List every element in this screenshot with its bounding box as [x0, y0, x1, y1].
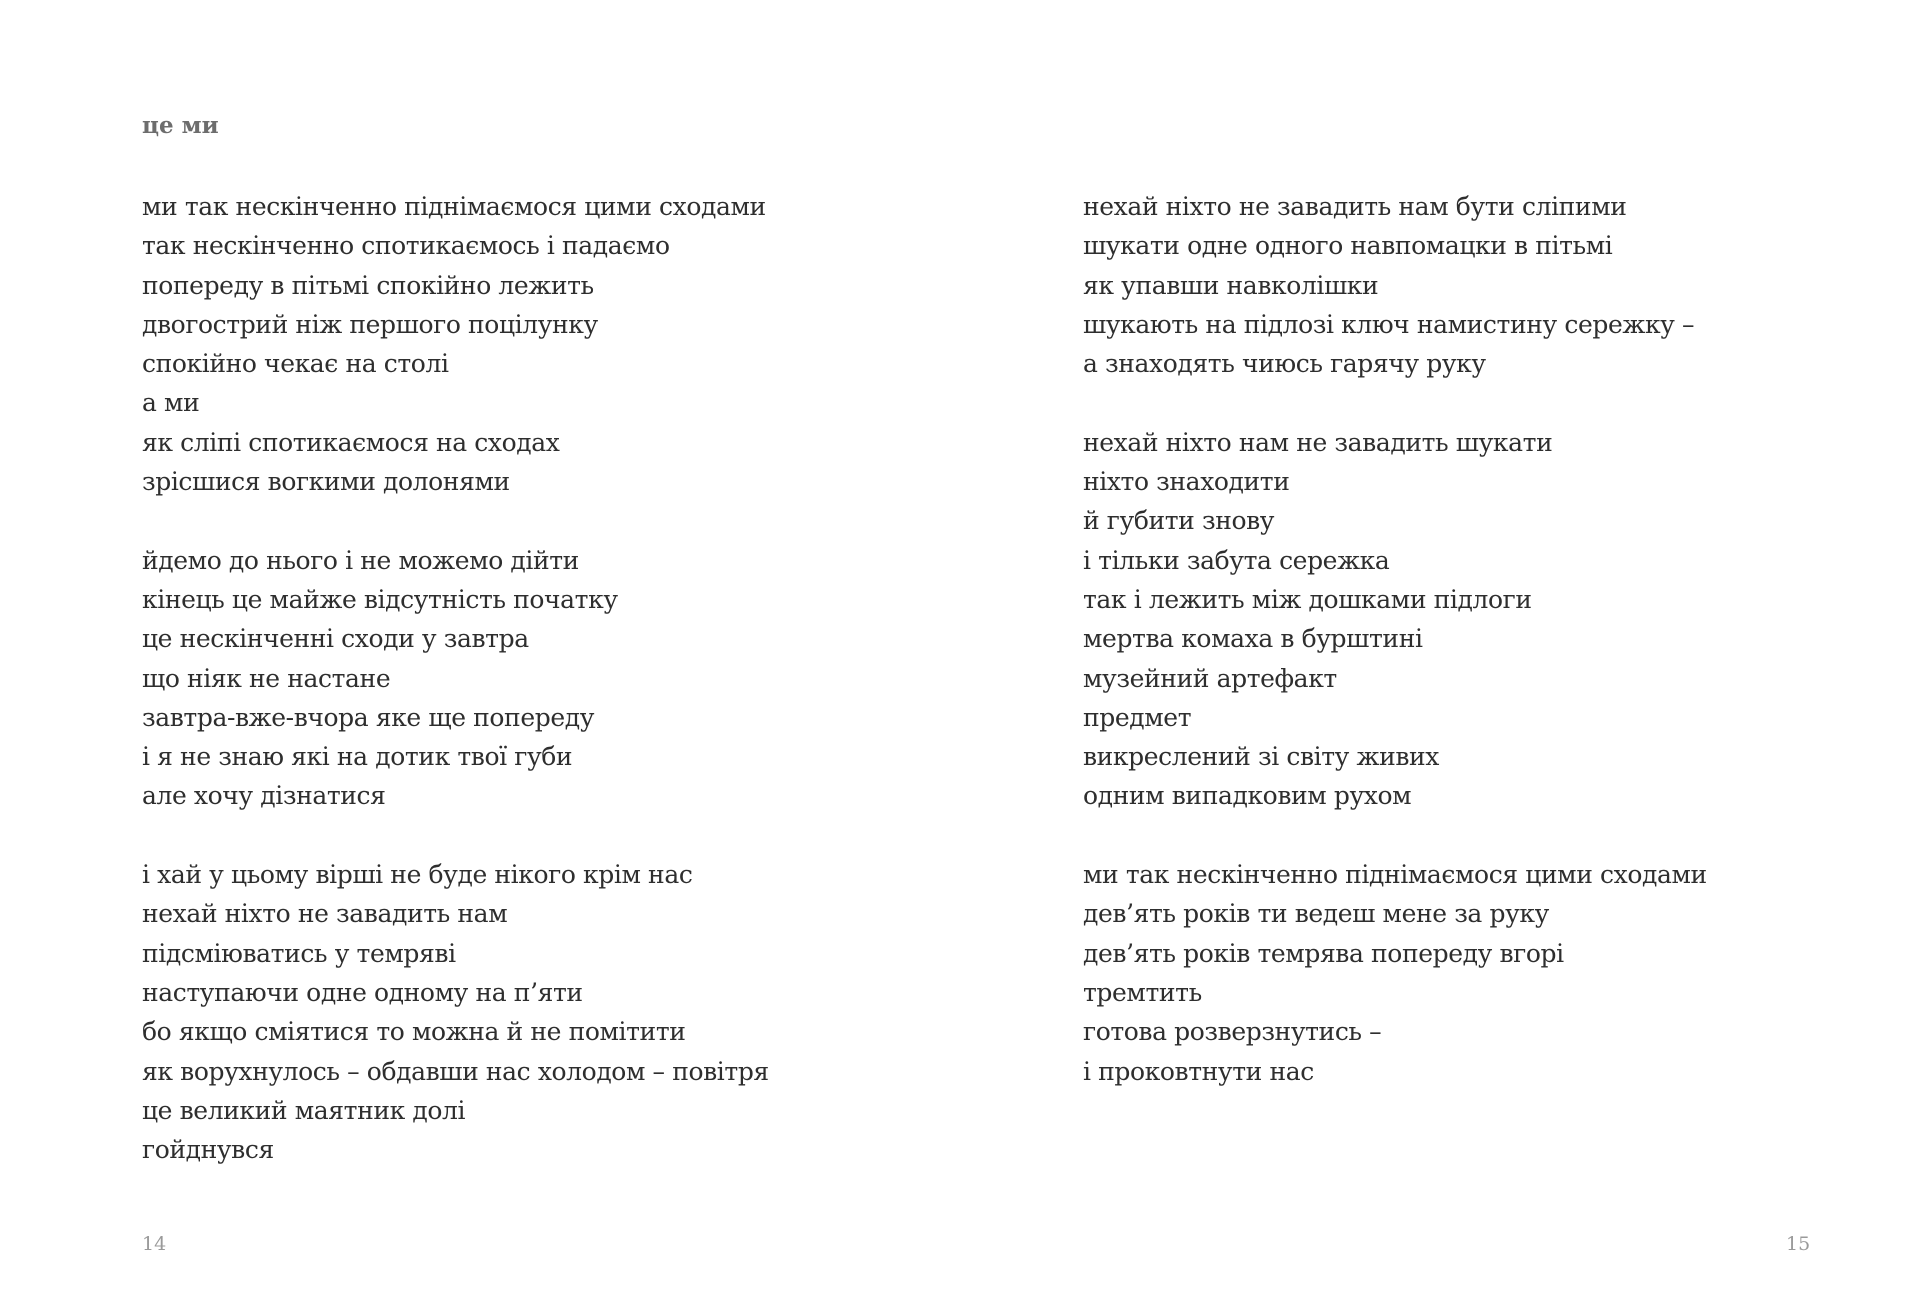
- poem-line: і я не знаю які на дотик твої губи: [142, 742, 573, 772]
- poem-line: наступаючи одне одному на п’яти: [142, 977, 583, 1007]
- poem-line: ніхто знаходити: [1083, 467, 1290, 497]
- poem-line: так нескінченно спотикаємось і падаємо: [142, 231, 670, 261]
- poem-line: і тільки забута сережка: [1083, 545, 1390, 575]
- poem-line: бо якщо сміятися то можна й не помітити: [142, 1017, 686, 1047]
- poem-line: як сліпі спотикаємося на сходах: [142, 427, 560, 457]
- right-column: [1083, 187, 1707, 1130]
- poem-line: дев’ять років ти ведеш мене за руку: [1083, 899, 1549, 929]
- poem-line: тремтить: [1083, 977, 1202, 1007]
- poem-line: викреслений зі світу живих: [1083, 742, 1440, 772]
- page-number-left: 14: [142, 1233, 167, 1255]
- poem-line: кінець це майже відсутність початку: [142, 584, 618, 614]
- poem-line: й губити знову: [1083, 506, 1275, 536]
- poem-line: завтра-вже-вчора яке ще попереду: [142, 702, 595, 732]
- poem-line: одним випадковим рухом: [1083, 781, 1412, 811]
- poem-line: мертва комаха в бурштині: [1083, 624, 1423, 654]
- poem-title: це ми: [142, 112, 219, 139]
- poem-line: предмет: [1083, 702, 1192, 732]
- stanza: [1083, 423, 1707, 816]
- poem-line: підсміюватись у темряві: [142, 938, 456, 968]
- poem-line: але хочу дізнатися: [142, 781, 386, 811]
- poem-line: це великий маятник долі: [142, 1095, 466, 1125]
- poem-line: дев’ять років темрява попереду вгорі: [1083, 938, 1564, 968]
- poem-line: йдемо до нього і не можемо дійти: [142, 545, 579, 575]
- poem-line: нехай ніхто нам не завадить шукати: [1083, 427, 1553, 457]
- poem-line: це нескінченні сходи у завтра: [142, 624, 529, 654]
- stanza: [142, 187, 769, 501]
- left-column: [142, 187, 769, 1209]
- poem-line: музейний артефакт: [1083, 663, 1337, 693]
- poem-line: спокійно чекає на столі: [142, 349, 449, 379]
- poem-line: нехай ніхто не завадить нам: [142, 899, 508, 929]
- stanza: [142, 855, 769, 1169]
- poem-line: шукати одне одного навпомацки в пітьмі: [1083, 231, 1613, 261]
- poem-line: ми так нескінченно піднімаємося цими сходами: [1083, 860, 1707, 890]
- stanza: [142, 541, 769, 816]
- poem-line: гойднувся: [142, 1135, 274, 1165]
- poem-line: так і лежить між дошками підлоги: [1083, 584, 1532, 614]
- poem-line: нехай ніхто не завадить нам бути сліпими: [1083, 192, 1627, 221]
- poem-line: ми так нескінченно піднімаємося цими сходами: [142, 192, 766, 221]
- poem-line: зрісшися вогкими долонями: [142, 467, 510, 497]
- poem-line: шукають на підлозі ключ намистину сережку –: [1083, 309, 1695, 339]
- poem-line: і хай у цьому вірші не буде нікого крім нас: [142, 860, 693, 890]
- poem-line: як ворухнулось – обдавши нас холодом – повітря: [142, 1056, 769, 1086]
- poem-line: попереду в пітьмі спокійно лежить: [142, 270, 594, 300]
- poem-line: готова розверзнутись –: [1083, 1017, 1382, 1047]
- poem-line: а знаходять чиюсь гарячу руку: [1083, 349, 1486, 379]
- poem-line: що ніяк не настане: [142, 663, 391, 693]
- poem-line: а ми: [142, 388, 200, 418]
- poem-line: і проковтнути нас: [1083, 1056, 1314, 1086]
- poem-line: як упавши навколішки: [1083, 270, 1379, 300]
- page-number-right: 15: [1786, 1233, 1811, 1255]
- stanza: [1083, 187, 1707, 383]
- poem-line: двогострий ніж першого поцілунку: [142, 309, 598, 339]
- stanza: [1083, 855, 1707, 1091]
